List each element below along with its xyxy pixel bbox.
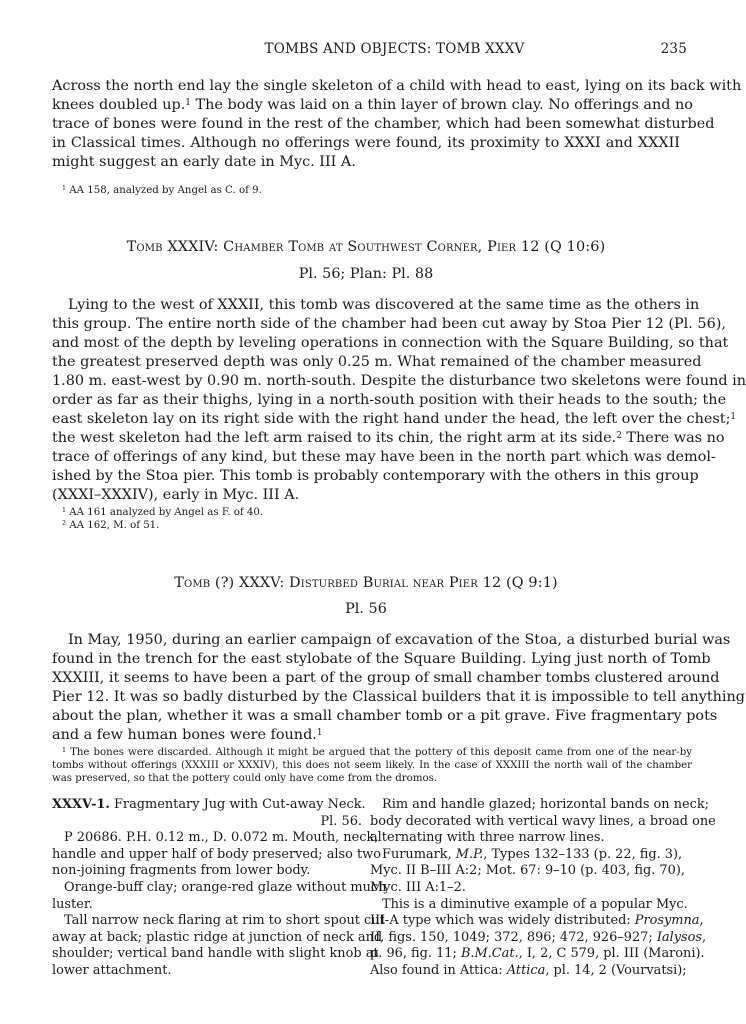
text-line: about the plan, whether it was a small chamber tomb or a pit grave. Five fragmentary pots — [52, 708, 718, 724]
text-line: Myc. II B–III A:2; Mot. 67: 9–10 (p. 403, fig. 70), — [370, 863, 685, 879]
tomb34-heading: Tomb XXXIV: Chamber Tomb at Southwest Corner, Pier 12 (Q 10:6) — [126, 239, 606, 255]
tomb34-subheading: Pl. 56; Plan: Pl. 88 — [298, 266, 434, 282]
footnote-mark: 2 — [616, 430, 622, 441]
intro-paragraph — [52, 77, 742, 172]
text-line: Across the north end lay the single skeleton of a child with head to east, lying on its back with — [52, 78, 742, 94]
tomb34-footnotes: $^1$ AA 161 analyzed by Angel as F. of 40. $^2$ AA 162, M. of 51. — [62, 507, 264, 531]
text-line: Myc. III A:1–2. — [370, 879, 466, 895]
text-line: In May, 1950, during an earlier campaign of excavation of the Stoa, a disturbed burial was — [68, 632, 731, 648]
page-number: 235 — [660, 41, 687, 57]
text-line: This is a diminutive example of a popular Myc. — [382, 896, 688, 912]
tomb35-paragraph — [52, 631, 746, 745]
text-line: body decorated with vertical wavy lines, a broad one — [370, 813, 716, 829]
text-line: (XXXI–XXXIV), early in Myc. III A. — [52, 487, 300, 503]
text-line: non-joining fragments from lower body. — [52, 863, 311, 879]
text-line: Orange-buff clay; orange-red glaze without much — [64, 879, 387, 895]
catalogue-entry-title: XXXV-1. Fragmentary Jug with Cut-away Neck. — [52, 797, 366, 812]
footnote-mark: 1 — [316, 727, 323, 738]
text-line: and most of the depth by leveling operations in connection with the Square Building, so that — [52, 335, 729, 351]
tomb35-footnote: $^1$ The bones were discarded. Although it might be argued that the pottery of this deposit came from one of the near-by tombs without offerings (XXXIII or XXXIV), this does not seem likely. In the case of XXXIII the north wall of the chamber was preserved, so that the pottery could only have come from the dromos. — [52, 747, 692, 784]
text-line: Rim and handle glazed; horizontal bands on neck; — [382, 797, 710, 812]
text-line: Pier 12. It was so badly disturbed by the Classical builders that it is impossible to tell anything — [52, 689, 746, 705]
text-line: III A type which was widely distributed: Prosymna, — [370, 913, 704, 929]
text-line: luster. — [52, 896, 93, 912]
tomb35-subheading: Pl. 56 — [345, 601, 387, 617]
text-line: away at back; plastic ridge at junction of neck and — [52, 929, 383, 945]
text-line: shoulder; vertical band handle with slight knob at — [52, 946, 379, 962]
text-line: this group. The entire north side of the chamber had been cut away by Stoa Pier 12 (Pl. 56), — [52, 316, 726, 332]
text-line: p. 96, fig. 11; B.M.Cat., I, 2, C 579, pl. III (Maroni). — [370, 946, 705, 962]
text-line: east skeleton lay on its right side with the right hand under the head, the left over the chest;$^1$ — [52, 411, 737, 427]
text-line: the greatest preserved depth was only 0.25 m. What remained of the chamber measured — [52, 354, 702, 370]
text-line: and a few human bones were found.$^1$ — [52, 727, 323, 743]
text-line: Lying to the west of XXXII, this tomb was discovered at the same time as the others in — [68, 297, 700, 313]
running-head-title: TOMBS AND OBJECTS: TOMB XXXV — [264, 41, 525, 57]
footnote-mark: 1 — [730, 411, 737, 422]
tomb35-heading: Tomb (?) XXXV: Disturbed Burial near Pier 12 (Q 9:1) — [174, 575, 558, 591]
text-line: trace of offerings of any kind, but these may have been in the north part which was demol- — [52, 449, 716, 465]
text-line: Also found in Attica: Attica, pl. 14, 2 (Vourvatsi); — [370, 962, 687, 978]
text-line: trace of bones were found in the rest of the chamber, which had been somewhat disturbed — [52, 116, 715, 132]
text-line: 1.80 m. east-west by 0.90 m. north-south. Despite the disturbance two skeletons were found in — [52, 373, 746, 389]
text-line: P 20686. P.H. 0.12 m., D. 0.072 m. Mouth, neck, — [64, 830, 379, 846]
text-line: knees doubled up.$^1$ The body was laid on a thin layer of brown clay. No offerings and no — [52, 97, 693, 113]
text-line: Furumark, M.P., Types 132–133 (p. 22, fig. 3), — [382, 846, 683, 862]
text-line: ished by the Stoa pier. This tomb is probably contemporary with the others in this group — [52, 468, 699, 484]
footnote-mark: 1 — [185, 97, 191, 108]
tomb34-paragraph — [52, 296, 746, 505]
text-line: handle and upper half of body preserved; also two — [52, 846, 381, 862]
text-line: XXXIII, it seems to have been a part of the group of small chamber tombs clustered around — [52, 670, 720, 686]
text-line: lower attachment. — [52, 962, 172, 978]
text-line: Tall narrow neck flaring at rim to short spout cut- — [64, 913, 390, 929]
intro-footnote: $^1$ AA 158, analyzed by Angel as C. of 9. — [62, 185, 262, 196]
text-line: might suggest an early date in Myc. III A. — [52, 154, 356, 170]
catalogue-right-column — [370, 797, 716, 980]
text-line: in Classical times. Although no offerings were found, its proximity to XXXI and XXXII — [52, 135, 680, 151]
catalogue-entry-id: XXXV-1. — [52, 797, 110, 812]
running-head — [52, 41, 687, 61]
text-line: found in the trench for the east stylobate of the Square Building. Lying just north of Tomb — [52, 651, 711, 667]
text-line: alternating with three narrow lines. — [370, 830, 605, 846]
catalogue-plate: Pl. 56. — [320, 813, 362, 829]
catalogue-left-column — [52, 797, 390, 980]
text-line: order as far as their thighs, lying in a north-south position with their heads to the south; the — [52, 392, 727, 408]
text-line: the west skeleton had the left arm raised to its chin, the right arm at its side.$^2$ There was no — [52, 430, 725, 446]
text-line: II, figs. 150, 1049; 372, 896; 472, 926–927; Ialysos, — [370, 929, 707, 945]
